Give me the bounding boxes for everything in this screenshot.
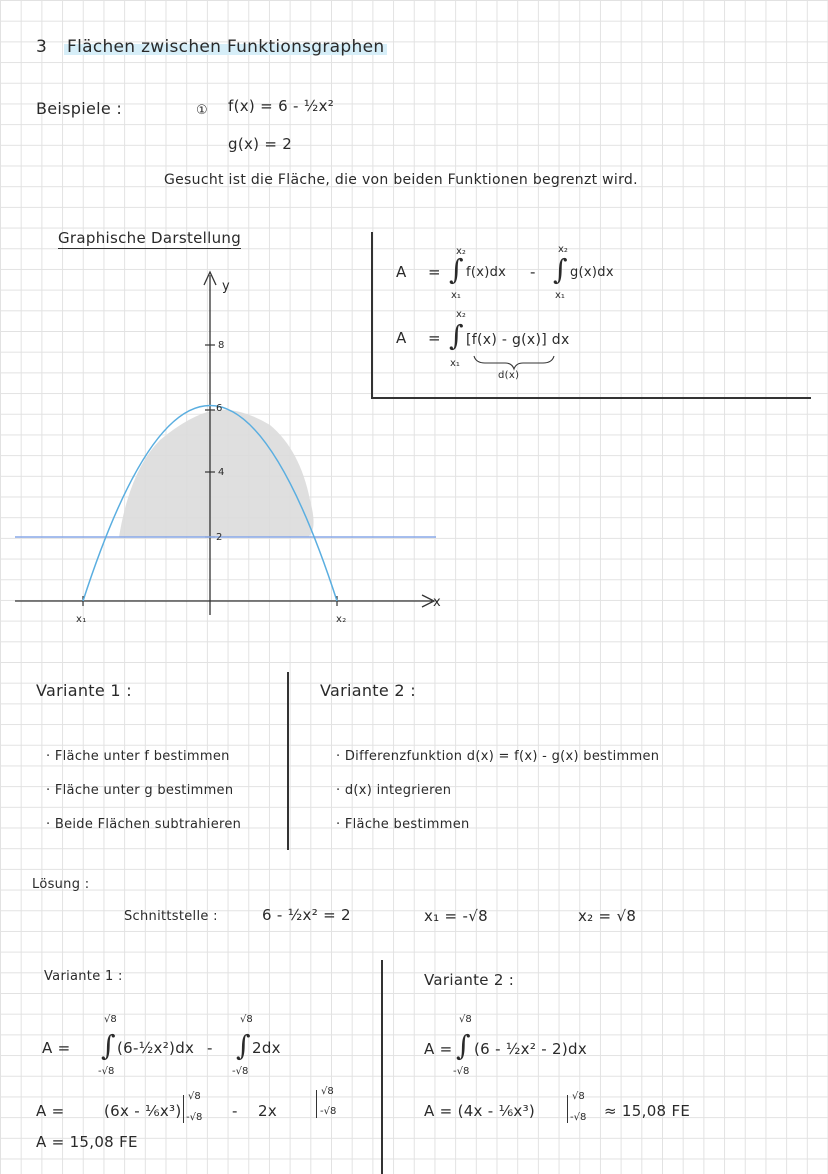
examples-label: Beispiele : (36, 99, 123, 118)
solution-v1-lower1: -√8 (98, 1066, 115, 1077)
y-tick-label-8: 8 (218, 340, 225, 351)
formula2-A: A (396, 329, 407, 347)
underbrace-label: d(x) (498, 370, 520, 381)
formula-box-left-border (371, 232, 373, 398)
variant2-item-1: · Differenzfunktion d(x) = f(x) - g(x) bestimmen (336, 749, 660, 764)
solution-v1-lower2: -√8 (232, 1066, 249, 1077)
solution-v2-eval-bar (567, 1095, 568, 1123)
formula2-upper: x₂ (456, 309, 466, 320)
y-tick-label-6: 6 (216, 403, 223, 414)
solution-v2-eval-upper: √8 (572, 1091, 585, 1102)
variant1-item-1: · Fläche unter f bestimmen (46, 749, 230, 764)
solution-v1-integral1: ∫ (101, 1029, 116, 1062)
solution-v1-line2-expr2: 2x (258, 1102, 278, 1120)
formula1-integrand2: g(x)dx (570, 265, 614, 280)
variant2-title: Variante 2 : (320, 681, 416, 700)
solution-v1-eval-bar2 (316, 1090, 317, 1118)
solution-v1-eval-upper1: √8 (188, 1091, 201, 1102)
variant1-title: Variante 1 : (36, 681, 132, 700)
solution-v2-result: ≈ 15,08 FE (604, 1102, 691, 1120)
solution-v1-result: A = 15,08 FE (36, 1133, 138, 1151)
solution-v1-eval-bar1 (183, 1095, 184, 1123)
solution-v2-upper: √8 (459, 1014, 472, 1025)
intersection-x2: x₂ = √8 (578, 907, 637, 925)
example-marker: ① (196, 103, 208, 118)
formula1-lower2: x₁ (555, 290, 565, 301)
solution-v1-title: Variante 1 : (44, 969, 123, 984)
x2-label: x₂ (336, 614, 347, 625)
formula2-lower: x₁ (450, 358, 460, 369)
solution-v1-upper2: √8 (240, 1014, 253, 1025)
solution-v1-line1-A: A = (42, 1039, 71, 1057)
task-text: Gesucht ist die Fläche, die von beiden Funktionen begrenzt wird. (164, 172, 638, 188)
solution-v1-line2-expr: (6x - ⅙x³) (104, 1102, 182, 1120)
solution-v1-upper1: √8 (104, 1014, 117, 1025)
x-axis-label: x (433, 595, 441, 610)
solution-v2-integrand: (6 - ½x² - 2)dx (474, 1040, 588, 1058)
solution-v1-eval-lower2: -√8 (320, 1106, 337, 1117)
section-number: 3 (36, 37, 48, 57)
solution-label: Lösung : (32, 877, 90, 892)
formula-box-bottom-border (371, 397, 811, 399)
solution-v2-line2: A = (4x - ⅙x³) (424, 1102, 536, 1120)
solution-v1-integral2: ∫ (236, 1029, 251, 1062)
formula1-lower1: x₁ (451, 290, 461, 301)
intersection-label: Schnittstelle : (124, 909, 218, 924)
variant1-item-2: · Fläche unter g bestimmen (46, 783, 234, 798)
formula1-minus: - (530, 263, 536, 281)
solution-v2-integral: ∫ (456, 1029, 471, 1062)
variant2-item-3: · Fläche bestimmen (336, 817, 470, 832)
x1-label: x₁ (76, 614, 87, 625)
solution-divider (381, 960, 383, 1174)
solution-v1-eval-upper2: √8 (321, 1086, 334, 1097)
formula2-integrand: [f(x) - g(x)] dx (466, 332, 570, 348)
solution-v1-integrand2: 2dx (252, 1039, 281, 1057)
f-definition: f(x) = 6 - ½x² (228, 97, 335, 115)
solution-v1-line2-minus: - (232, 1102, 238, 1120)
formula2-integral: ∫ (449, 319, 464, 352)
solution-v1-minus: - (207, 1039, 213, 1057)
solution-v2-eval-lower: -√8 (570, 1112, 587, 1123)
solution-v1-line2-A: A = (36, 1102, 65, 1120)
variant2-item-2: · d(x) integrieren (336, 783, 452, 798)
variants-divider (287, 672, 289, 850)
graph-heading-text: Graphische Darstellung (58, 229, 242, 247)
formula1-A: A (396, 263, 407, 281)
solution-v2-title: Variante 2 : (424, 971, 515, 989)
solution-v2-lower: -√8 (453, 1066, 470, 1077)
y-tick-label-4: 4 (218, 467, 225, 478)
formula1-integral2: ∫ (553, 253, 568, 286)
formula1-upper1: x₂ (456, 246, 466, 257)
intersection-equation: 6 - ½x² = 2 (262, 906, 351, 924)
solution-v1-eval-lower1: -√8 (186, 1112, 203, 1123)
formula1-upper2: x₂ (558, 244, 568, 255)
solution-v2-line1-A: A = (424, 1040, 453, 1058)
g-definition: g(x) = 2 (228, 135, 293, 153)
intersection-x1: x₁ = -√8 (424, 907, 488, 925)
formula1-integral1: ∫ (449, 253, 464, 286)
y-axis-label: y (222, 279, 230, 294)
variant1-item-3: · Beide Flächen subtrahieren (46, 817, 242, 832)
y-tick-label-2: 2 (216, 532, 223, 543)
solution-v1-integrand1: (6-½x²)dx (117, 1039, 195, 1057)
section-title-text: Flächen zwischen Funktionsgraphen (64, 37, 387, 57)
formula1-integrand1: f(x)dx (466, 265, 507, 280)
formula2-eq: = (428, 329, 441, 347)
formula1-eq: = (428, 263, 441, 281)
